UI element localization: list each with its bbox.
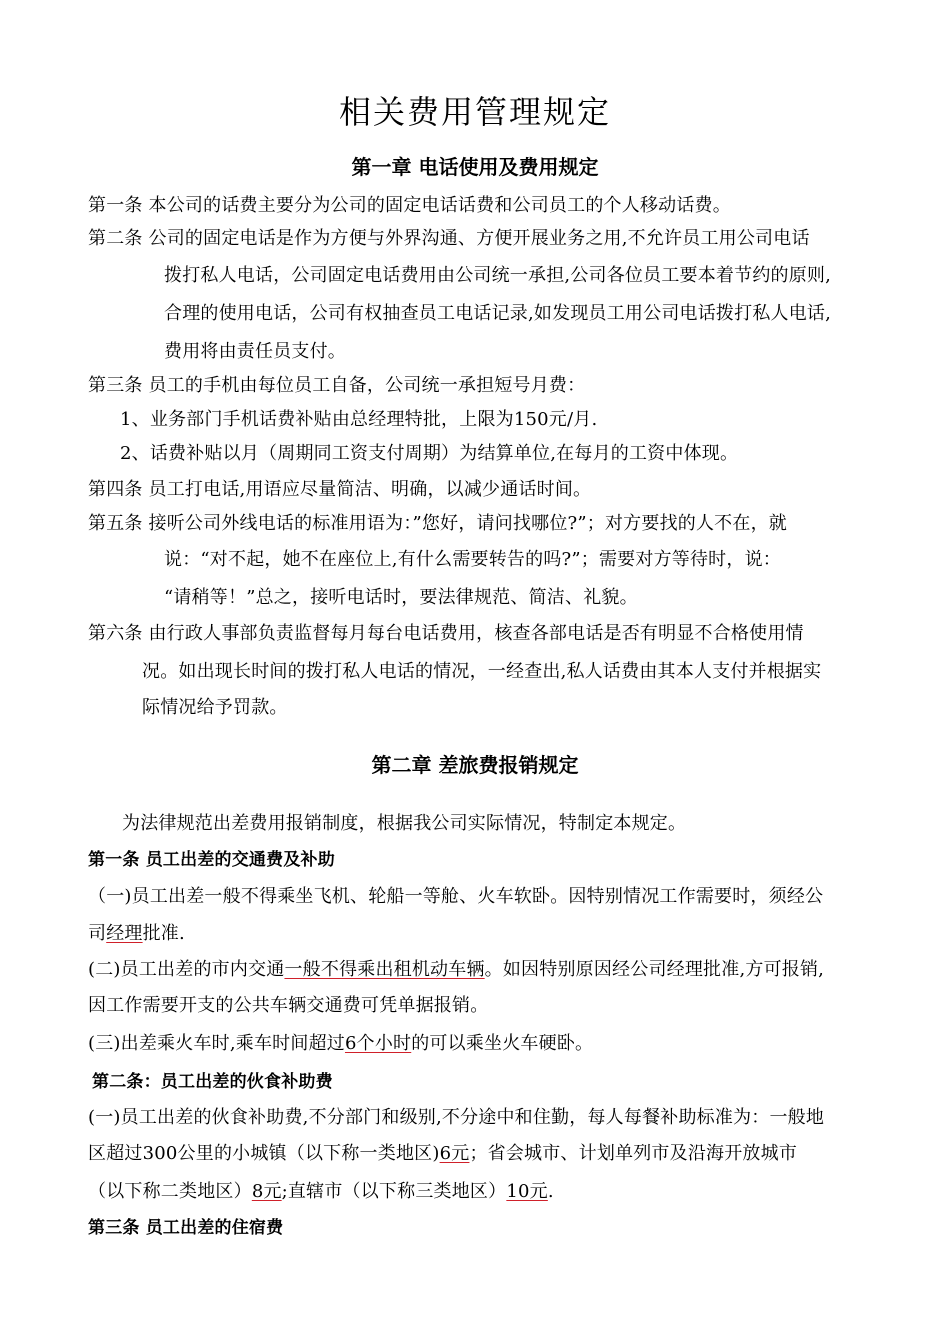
text-span: (三)出差乘火车时,乘车时间超过 [88,1033,345,1054]
text-span: 司 [88,923,107,944]
paragraph-line [88,922,185,946]
paragraph-line: 拨打私人电话，公司固定电话费用由公司统一承担,公司各位员工要本着节约的原则, [164,265,832,286]
paragraph-line: 第二条 公司的固定电话是作为方便与外界沟通、方便开展业务之用,不允许员工用公司电话 [88,228,810,249]
chapter-1-heading: 第一章 电话使用及费用规定 [351,155,599,179]
underlined-text: 经理 [106,923,143,944]
paragraph-line: 第三条 员工的手机由每位员工自备，公司统一承担短号月费： [88,375,586,396]
article-3-heading: 第三条 员工出差的住宿费 [88,1218,284,1238]
paragraph-line: 合理的使用电话，公司有权抽查员工电话记录,如发现员工用公司电话拨打私人电话, [164,303,832,324]
underlined-text: 10元 [506,1181,548,1202]
article-2-heading: 第二条：员工出差的伙食补助费 [92,1072,333,1092]
article-1-heading: 第一条 员工出差的交通费及补助 [88,850,335,870]
paragraph-line: “请稍等！”总之，接听电话时，要法律规范、简洁、礼貌。 [164,587,638,608]
list-item: 1、业务部门手机话费补贴由总经理特批，上限为150元/月. [120,409,598,430]
paragraph-line [88,958,824,982]
paragraph-line: （一)员工出差一般不得乘坐飞机、轮船一等舱、火车软卧。因特别情况工作需要时，须经公 [88,886,824,907]
intro-paragraph: 为法律规范出差费用报销制度，根据我公司实际情况，特制定本规定。 [122,813,687,834]
underlined-text: 一般不得乘出租机动车辆 [284,959,485,980]
text-span: (二)员工出差的市内交通 [88,959,285,980]
list-item: 2、话费补贴以月（周期同工资支付周期）为结算单位,在每月的工资中体现。 [120,443,739,464]
paragraph-line: 第一条 本公司的话费主要分为公司的固定电话话费和公司员工的个人移动话费。 [88,195,731,216]
paragraph-line [88,1180,554,1204]
underlined-text: 8元 [251,1181,282,1202]
paragraph-line: 第六条 由行政人事部负责监督每月每台电话费用，核查各部电话是否有明显不合格使用情 [88,623,804,644]
paragraph-line [88,1032,593,1056]
paragraph-line: 第四条 员工打电话,用语应尽量简洁、明确，以减少通话时间。 [88,479,592,500]
underlined-text: 6元 [439,1143,470,1164]
text-span: 批准. [142,923,185,944]
text-span: 。如因特别原因经公司经理批准,方可报销, [484,959,825,980]
paragraph-line: 际情况给予罚款。 [142,697,288,718]
text-span: ;直辖市（以下称三类地区） [281,1181,507,1202]
page-title: 相关费用管理规定 [338,93,611,131]
text-span: （以下称二类地区） [88,1181,252,1202]
paragraph-line: 况。如出现长时间的拨打私人电话的情况，一经查出,私人话费由其本人支付并根据实 [142,661,822,682]
paragraph-line: 说：“对不起，她不在座位上,有什么需要转告的吗?”；需要对方等待时，说： [164,549,781,570]
text-span: ；省会城市、计划单列市及沿海开放城市 [469,1143,798,1164]
text-span: . [547,1181,554,1202]
paragraph-line: 因工作需要开支的公共车辆交通费可凭单据报销。 [88,995,489,1016]
paragraph-line: 费用将由责任员支付。 [164,341,346,362]
underlined-text: 6个小时 [344,1033,412,1054]
paragraph-line [88,1142,797,1166]
chapter-2-heading: 第二章 差旅费报销规定 [371,753,579,777]
paragraph-line: 第五条 接听公司外线电话的标准用语为：”您好，请问找哪位?”；对方要找的人不在，就 [88,513,787,534]
text-span: 区超过300公里的小城镇（以下称一类地区) [88,1143,440,1164]
paragraph-line: (一)员工出差的伙食补助费,不分部门和级别,不分途中和住勤，每人每餐补助标准为：一般地 [88,1107,825,1128]
text-span: 的可以乘坐火车硬卧。 [411,1033,594,1054]
